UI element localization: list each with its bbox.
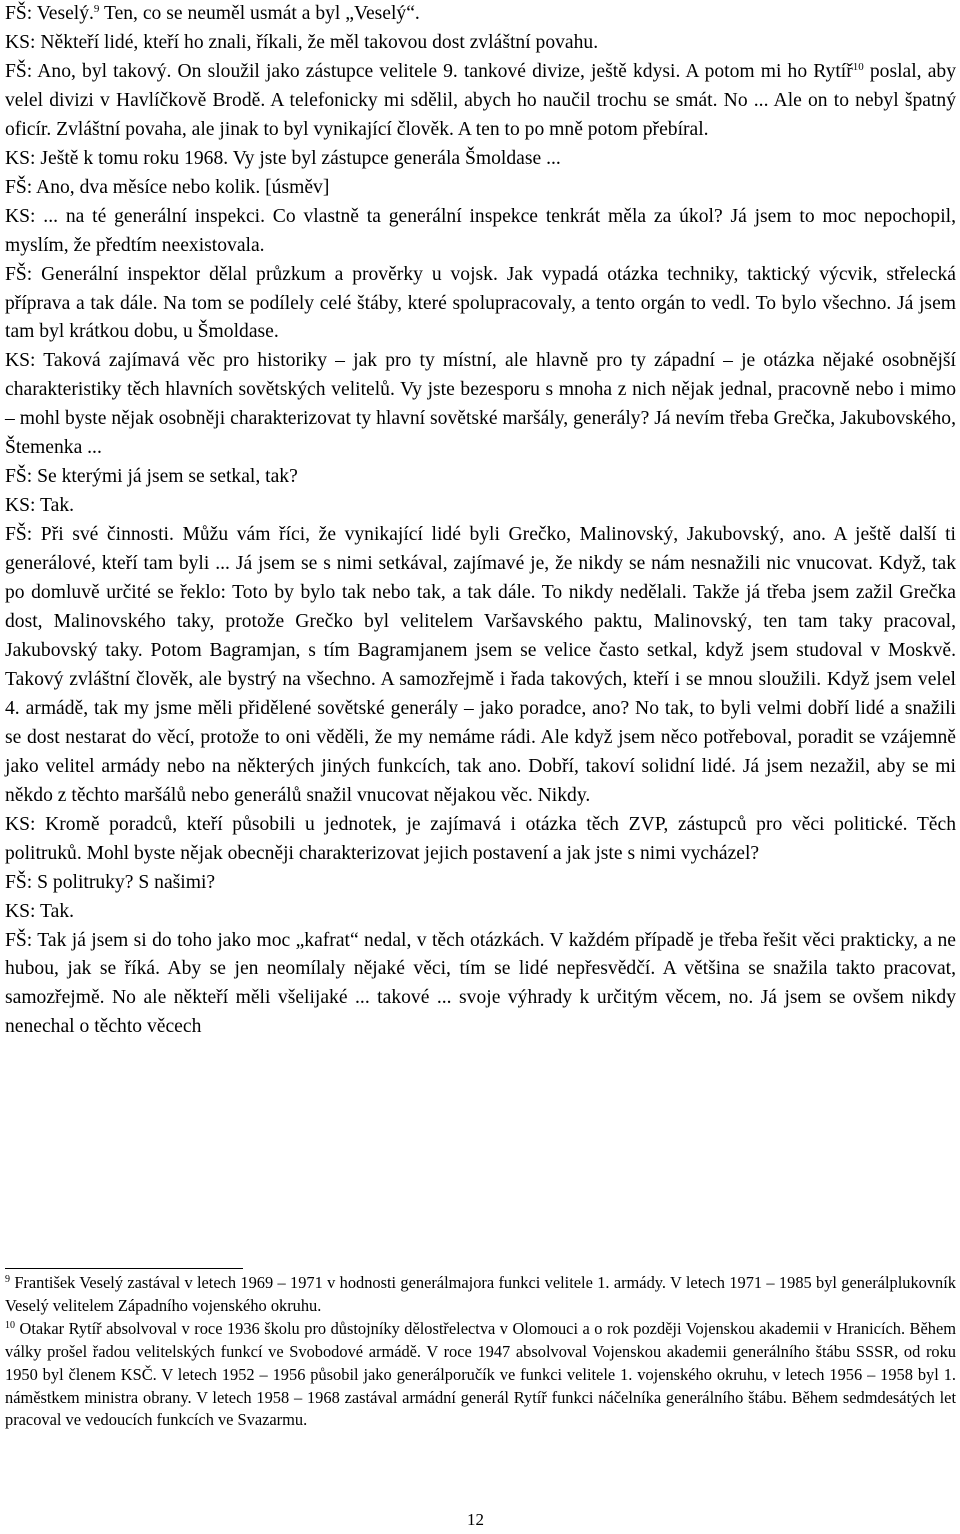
paragraph: FŠ: Se kterými já jsem se setkal, tak? — [5, 466, 298, 488]
paragraph — [5, 0, 956, 29]
interview-text — [5, 0, 956, 1042]
paragraph: KS: Ještě k tomu roku 1968. Vy jste byl zástupce generála Šmoldase ... — [5, 147, 561, 169]
paragraph — [5, 58, 956, 145]
paragraph: KS: ... na té generální inspekci. Co vlastně ta generální inspekce tenkrát měla za úkol? Já jsem to moc nepochopil, myslím, že předtím neexistovala. — [5, 205, 956, 256]
footnote-ref-10[interactable]: 10 — [852, 60, 864, 73]
footnote-marker: 9 — [5, 1274, 10, 1285]
footnotes — [5, 1272, 956, 1432]
footnote-10 — [5, 1318, 956, 1433]
footnote-ref-9[interactable]: 9 — [93, 3, 100, 15]
footnote-9 — [5, 1272, 956, 1318]
paragraph: KS: Taková zajímavá věc pro historiky – jak pro ty místní, ale hlavně pro ty západní – je otázka nějaké osobnější charakteristiky těch hlavních sovětských velitelů. Vy jste bezesporu s mnoha z nich nějak jednal, pracovně nebo i mimo – mohl byste nějak osobněji charakterizovat ty hlavní sovětské maršály, generály? Já nevím třeba Grečka, Jakubovského, Štemenka ... — [5, 350, 956, 459]
page-number: 12 — [467, 1510, 484, 1529]
paragraph: FŠ: Tak já jsem si do toho jako moc „kafrat“ nedal, v těch otázkách. V každém případě je třeba řešit věci prakticky, a ne hubou, jak se říká. Aby se jen neomílaly nějaké věci, tím se lidé nepřesvědčí. A většina se snažila takto pracovat, samozřejmě. No ale někteří měli všelijaké ... takové ... svoje výhrady k určitým věcem, no. Já jsem se ovšem nikdy nenechal o těchto věcech — [5, 929, 956, 1038]
document-page — [5, 0, 956, 1430]
paragraph: KS: Kromě poradců, kteří působili u jednotek, je zajímavá i otázka těch ZVP, zástupců pro věci politické. Těch politruků. Mohl byste nějak obecněji charakterizovat jejich postavení a jak jste s nimi vycházel? — [5, 813, 956, 864]
paragraph: KS: Tak. — [5, 495, 75, 517]
text-span: FŠ: Veselý. — [5, 3, 94, 24]
footnote-separator — [5, 1268, 243, 1269]
paragraph: KS: Někteří lidé, kteří ho znali, říkali, že měl takovou dost zvláštní povahu. — [5, 31, 599, 53]
footnote-text: Otakar Rytíř absolvoval v roce 1936 školu pro důstojníky dělostřelectva v Olomouci a o rok později Vojenskou akademii v Hranicích. Během války prošel řadou velitelských funkcí ve Svobodové armádě. V roce 1947 absolvoval Vojenskou akademii generálního štábu SSSR, od roku 1950 byl členem KSČ. V letech 1952 – 1956 působil jako generálporučík ve funkci velitele 1. vojenského okruhu, v letech 1956 – 1958 byl 1. náměstkem ministra obrany. V letech 1958 – 1968 zastával armádní generál Rytíř funkci náčelníka generálního štábu. Během sedmdesátých let pracoval ve vedoucích funkcích ve Svazarmu. — [5, 1318, 956, 1430]
paragraph: FŠ: Ano, dva měsíce nebo kolik. [úsměv] — [5, 176, 330, 198]
text-span: poslal, aby velel divizi v Havlíčkově Brodě. A telefonicky mi sdělil, abych ho naučil trochu se smát. No ... Ale on to nebyl špatný oficír. Zvláštní povaha, ale jinak to byl vynikající člověk. A ten to po mně potom přebíral. — [5, 60, 956, 140]
paragraph: FŠ: Generální inspektor dělal průzkum a prověrky u vojsk. Jak vypadá otázka techniky, taktický výcvik, střelecká příprava a tak dále. Na tom se podílely celé štáby, které spolupracovaly, a tento orgán to vedl. To bylo všechno. Já jsem tam byl krátkou dobu, u Šmoldase. — [5, 263, 956, 343]
paragraph: FŠ: Při své činnosti. Můžu vám říci, že vynikající lidé byli Grečko, Malinovský, Jakubovský, ano. A ještě další ti generálové, kteří tam byli ... Já jsem se s nimi setkával, zajímavé je, že nikdy se nám nesnažili nic vnucovat. Když, tak po domluvě určité se řeklo: Toto by bylo tak nebo tak, a tak dále. To nikdy nedělali. Takže já třeba jsem zažil Grečka dost, Malinovského taky, protože Grečko byl velitelem Varšavského paktu, Malinovský, ten tam taky pracoval, Jakubovský taky. Potom Bagramjan, s tím Bagramjanem jsem se velice často setkal, když jsem studoval v Moskvě. Takový zvláštní člověk, ale bystrý na všechno. A samozřejmě i řada takových, kteří i se mnou sloužili. Když jsem velel 4. armádě, tak my jsme měli přidělené sovětské generály – jako poradce, ano? No tak, to byli velmi dobří lidé a snažili se dost nestarat do věcí, protože to oni věděli, že my nemáme rádi. Ale když jsem něco potřeboval, poradit se vzájemně jako velitel armády nebo na některých jiných funkcích, tak ano. Dobří, takoví solidní lidé. Já jsem nezažil, aby se mi někdo z těchto maršálů nebo generálů snažil vnucovat nějakou věc. Nikdy. — [5, 524, 956, 806]
footnote-marker: 10 — [5, 1319, 15, 1331]
paragraph: KS: Tak. — [5, 900, 75, 922]
paragraph: FŠ: S politruky? S našimi? — [5, 871, 216, 893]
text-span: Ten, co se neuměl usmát a byl „Veselý“. — [99, 3, 420, 24]
text-span: FŠ: Ano, byl takový. On sloužil jako zástupce velitele 9. tankové divize, ještě kdysi. A potom mi ho Rytíř — [5, 60, 853, 82]
footnote-text: František Veselý zastával v letech 1969 – 1971 v hodnosti generálmajora funkci velitele 1. armády. V letech 1971 – 1985 byl generálplukovník Veselý velitelem Západního vojenského okruhu. — [5, 1273, 956, 1315]
